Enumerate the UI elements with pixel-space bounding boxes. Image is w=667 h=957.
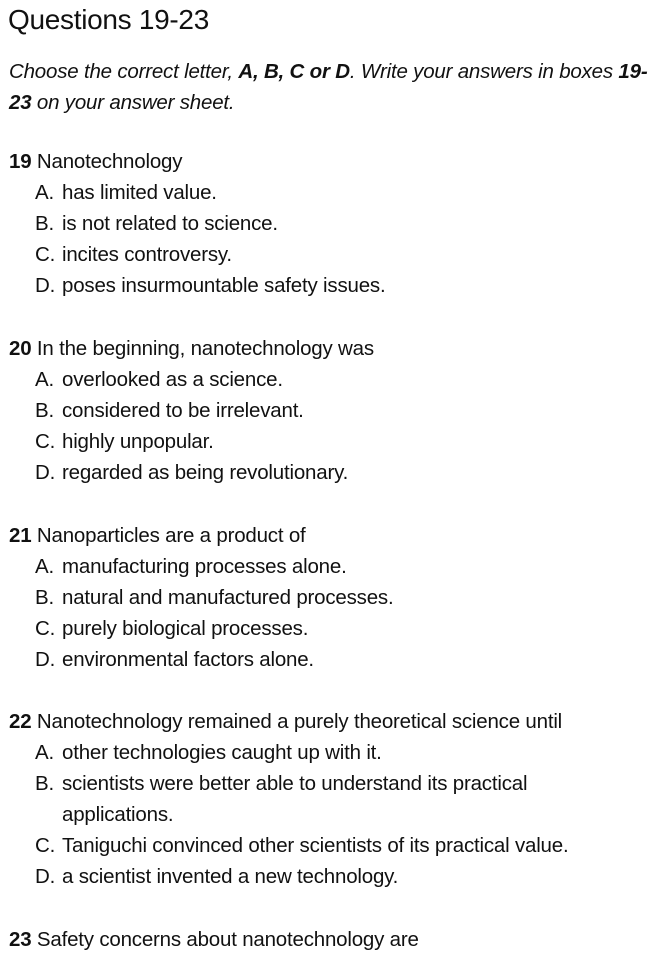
question-stem — [9, 146, 665, 177]
question-text: Nanotechnology — [36, 150, 183, 173]
option-letter: B. — [35, 586, 54, 609]
option-c[interactable] — [9, 613, 665, 644]
option-text: a scientist invented a new technology. — [62, 865, 399, 888]
option-list — [9, 551, 665, 675]
option-text: incites controversy. — [62, 243, 232, 266]
option-letter: B. — [35, 212, 54, 235]
option-c[interactable] — [9, 426, 665, 457]
option-a[interactable] — [9, 177, 665, 208]
instructions-box-range: 19-23 — [9, 60, 648, 114]
option-a[interactable] — [9, 551, 665, 582]
instructions-text: . Write your answers in boxes — [349, 60, 619, 83]
question-19 — [9, 146, 665, 301]
question-text: Nanoparticles are a product of — [36, 524, 306, 547]
option-a[interactable] — [9, 364, 665, 395]
option-a[interactable] — [9, 737, 665, 768]
question-22 — [9, 706, 665, 892]
instructions-letters: A, B, C or D — [238, 60, 350, 83]
option-letter: C. — [35, 617, 56, 640]
option-text: is not related to science. — [62, 212, 278, 235]
option-letter: B. — [35, 399, 54, 422]
option-letter: D. — [35, 648, 56, 671]
option-d[interactable] — [9, 861, 665, 892]
option-letter: C. — [35, 834, 56, 857]
option-list — [9, 737, 665, 892]
question-text: Nanotechnology remained a purely theoretical science until — [36, 710, 563, 733]
option-letter: D. — [35, 865, 56, 888]
question-stem — [9, 706, 665, 737]
option-text: Taniguchi convinced other scientists of its practical value. — [62, 834, 569, 857]
option-letter: B. — [35, 772, 54, 795]
question-21 — [9, 520, 665, 675]
option-text: considered to be irrelevant. — [62, 399, 304, 422]
option-list — [9, 177, 665, 301]
option-text: other technologies caught up with it. — [62, 741, 382, 764]
instructions — [9, 56, 664, 118]
option-text: scientists were better able to understand its practical applications. — [62, 772, 528, 826]
option-d[interactable] — [9, 644, 665, 675]
instructions-text: Choose the correct letter, — [9, 60, 239, 83]
option-letter: A. — [35, 368, 54, 391]
option-list — [9, 364, 665, 488]
question-23 — [9, 924, 665, 955]
option-letter: C. — [35, 243, 56, 266]
instructions-text: on your answer sheet. — [31, 91, 235, 114]
option-text: highly unpopular. — [62, 430, 214, 453]
option-letter: A. — [35, 555, 54, 578]
option-text: manufacturing processes alone. — [62, 555, 347, 578]
question-number: 19 — [9, 150, 32, 173]
question-stem — [9, 520, 665, 551]
question-20 — [9, 333, 665, 488]
option-letter: A. — [35, 741, 54, 764]
option-text: regarded as being revolutionary. — [62, 461, 349, 484]
question-text: In the beginning, nanotechnology was — [36, 337, 374, 360]
question-text: Safety concerns about nanotechnology are — [36, 928, 419, 951]
option-c[interactable] — [9, 830, 665, 861]
section-title: Questions 19-23 — [8, 4, 209, 35]
option-text: environmental factors alone. — [62, 648, 314, 671]
option-letter: A. — [35, 181, 54, 204]
option-letter: C. — [35, 430, 56, 453]
question-stem — [9, 333, 665, 364]
option-text: poses insurmountable safety issues. — [62, 274, 386, 297]
question-number: 21 — [9, 524, 32, 547]
option-b[interactable] — [9, 768, 665, 830]
question-stem — [9, 924, 665, 955]
option-letter: D. — [35, 274, 56, 297]
option-text: overlooked as a science. — [62, 368, 283, 391]
option-b[interactable] — [9, 208, 665, 239]
question-number: 22 — [9, 710, 32, 733]
option-b[interactable] — [9, 582, 665, 613]
question-number: 23 — [9, 928, 32, 951]
question-number: 20 — [9, 337, 32, 360]
option-text: natural and manufactured processes. — [62, 586, 394, 609]
option-b[interactable] — [9, 395, 665, 426]
option-d[interactable] — [9, 270, 665, 301]
option-text: has limited value. — [62, 181, 217, 204]
option-c[interactable] — [9, 239, 665, 270]
option-d[interactable] — [9, 457, 665, 488]
option-text: purely biological processes. — [62, 617, 309, 640]
option-letter: D. — [35, 461, 56, 484]
